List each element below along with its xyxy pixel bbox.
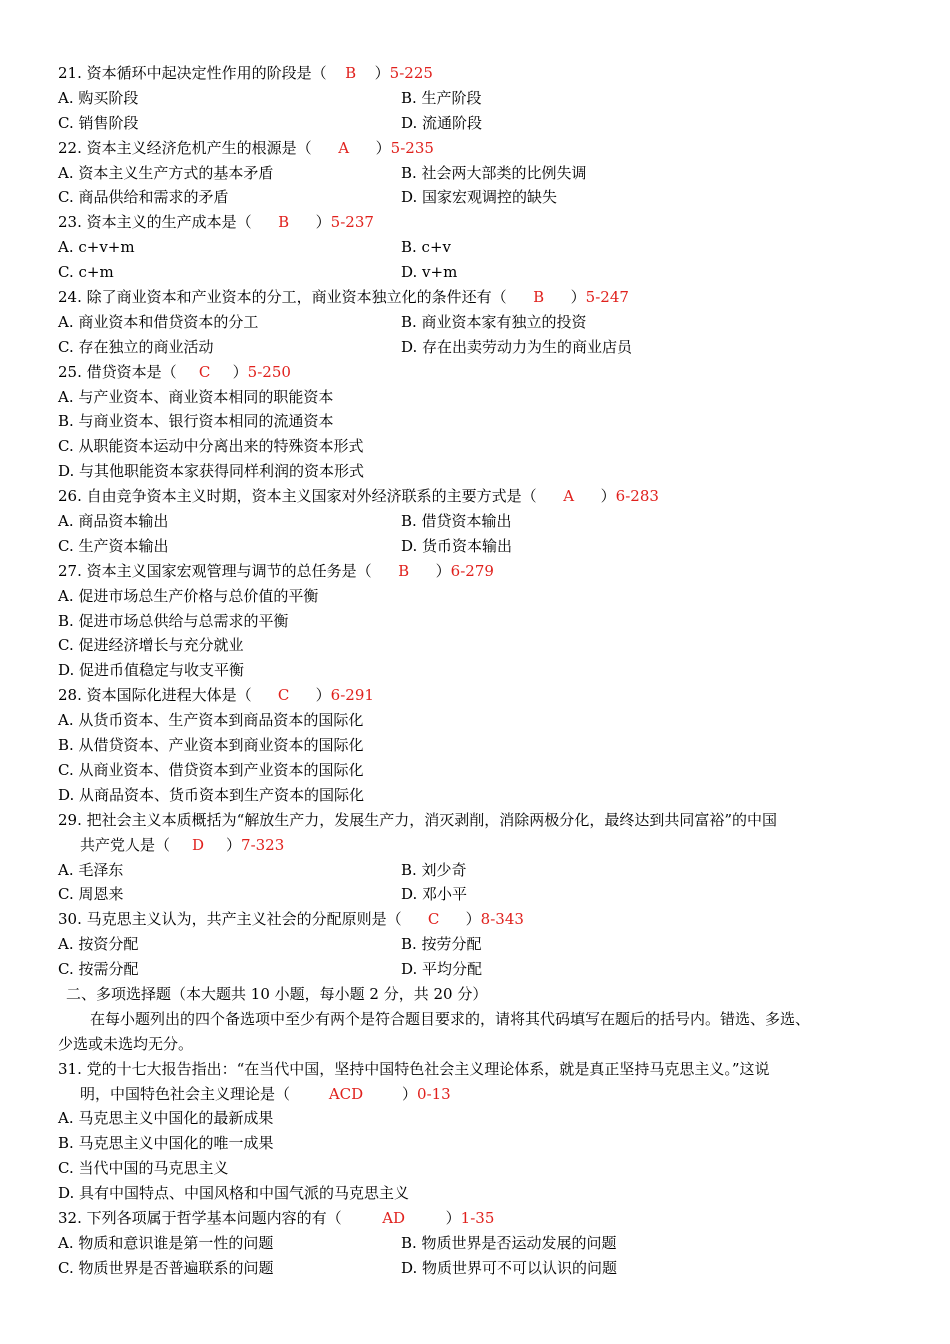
option-line: A. 马克思主义中国化的最新成果 [58,1109,274,1128]
ref-23: 5-237 [330,213,374,232]
answer-32: AD [382,1208,406,1227]
question-30: 30. 马克思主义认为，共产主义社会的分配原则是（ C ）8-343 [0,907,950,932]
section-instruction: 在每小题列出的四个备选项中至少有两个是符合题目要求的，请将其代码填写在题后的括号内。错选、多选、 [90,1009,811,1028]
ref-21: 5-225 [389,64,433,82]
ref-24: 5-247 [585,288,629,307]
option-row: A. 资本主义生产方式的基本矛盾 B. 社会两大部类的比例失调 [58,163,587,182]
question-32: 32. 下列各项属于哲学基本问题内容的有（ AD ）1-35 [0,1206,950,1231]
answer-25: C [198,362,211,381]
option-line: D. 促进币值稳定与收支平衡 [58,661,245,680]
option-row: A. 商品资本输出 B. 借贷资本输出 [58,512,512,531]
option-row: A. 毛泽东 B. 刘少奇 [58,860,467,879]
answer-23: B [278,213,290,232]
question-27: 27. 资本主义国家宏观管理与调节的总任务是（ B ）6-279 [0,559,950,584]
question-23: 23. 资本主义的生产成本是（ B ）5-237 [0,210,950,235]
option-line: D. 具有中国特点、中国风格和中国气派的马克思主义 [58,1184,410,1203]
option-row: A. 按资分配 B. 按劳分配 [58,935,482,954]
ref-26: 6-283 [615,487,659,506]
option-line: C. 从职能资本运动中分离出来的特殊资本形式 [58,437,364,456]
question-28: 28. 资本国际化进程大体是（ C ）6-291 [0,683,950,708]
option-line: C. 从商业资本、借贷资本到产业资本的国际化 [58,760,364,779]
ref-31: 0-13 [417,1084,451,1103]
option-row: C. 周恩来 D. 邓小平 [58,885,468,904]
exam-page [0,61,950,1281]
ref-32: 1-35 [460,1208,495,1227]
question-22: 22. 资本主义经济危机产生的根源是（ A ）5-235 [0,136,950,161]
option-row: A. 购买阶段 B. 生产阶段 [58,88,482,107]
option-line: A. 促进市场总生产价格与总价值的平衡 [58,586,319,605]
answer-30: C [427,910,440,929]
answer-28: C [277,686,290,705]
option-row: C. 按需分配 D. 平均分配 [58,960,483,979]
section-instruction-continued: 少选或未选均无分。 [58,1034,194,1053]
option-row: C. 销售阶段 D. 流通阶段 [58,113,483,132]
ref-27: 6-279 [450,561,494,580]
option-line: D. 与其他职能资本家获得同样利润的资本形式 [58,462,365,481]
option-row: C. 物质世界是否普遍联系的问题 D. 物质世界可不可以认识的问题 [58,1258,618,1277]
option-row: A. 物质和意识谁是第一性的问题 B. 物质世界是否运动发展的问题 [58,1233,617,1252]
question-29-continued: 共产党人是（ D ）7-323 [0,833,950,858]
section-title: 二、多项选择题（本大题共 10 小题，每小题 2 分，共 20 分） [66,984,488,1003]
option-line: D. 从商品资本、货币资本到生产资本的国际化 [58,785,365,804]
question-21: 21. 资本循环中起决定性作用的阶段是（ B ）5-225 [0,61,950,86]
answer-31: ACD [328,1084,364,1103]
question-26: 26. 自由竞争资本主义时期，资本主义国家对外经济联系的主要方式是（ A ）6-283 [0,484,950,509]
option-row: A. 商业资本和借贷资本的分工 B. 商业资本家有独立的投资 [58,312,587,331]
option-row: C. c+m D. v+m [58,263,458,282]
answer-26: A [563,487,575,506]
answer-24: B [533,288,545,307]
option-line: C. 当代中国的马克思主义 [58,1159,229,1178]
option-line: A. 从货币资本、生产资本到商品资本的国际化 [58,711,364,730]
question-25: 25. 借贷资本是（ C ）5-250 [0,360,950,385]
option-line: C. 促进经济增长与充分就业 [58,636,244,655]
option-row: A. c+v+m B. c+v [58,238,452,257]
ref-28: 6-291 [330,686,374,705]
option-row: C. 生产资本输出 D. 货币资本输出 [58,536,513,555]
option-line: B. 与商业资本、银行资本相同的流通资本 [58,412,334,431]
answer-27: B [398,561,410,580]
ref-30: 8-343 [480,910,524,929]
answer-21: B [345,64,357,82]
answer-29: D [192,835,205,854]
ref-29: 7-323 [241,835,285,854]
ref-22: 5-235 [390,138,434,157]
question-24: 24. 除了商业资本和产业资本的分工，商业资本独立化的条件还有（ B ）5-247 [0,285,950,310]
option-line: B. 马克思主义中国化的唯一成果 [58,1134,274,1153]
option-line: B. 从借贷资本、产业资本到商业资本的国际化 [58,736,364,755]
option-row: C. 存在独立的商业活动 D. 存在出卖劳动力为生的商业店员 [58,337,633,356]
question-31: 31. 党的十七大报告指出：“在当代中国，坚持中国特色社会主义理论体系，就是真正坚持马克思主义。”这说 [58,1059,770,1078]
question-31-continued: 明，中国特色社会主义理论是（ ACD ）0-13 [0,1082,950,1107]
option-row: C. 商品供给和需求的矛盾 D. 国家宏观调控的缺失 [58,188,558,207]
option-line: A. 与产业资本、商业资本相同的职能资本 [58,387,334,406]
option-line: B. 促进市场总供给与总需求的平衡 [58,611,289,630]
answer-22: A [338,138,350,157]
question-29: 29. 把社会主义本质概括为“解放生产力，发展生产力，消灭剥削，消除两极分化，最终达到共同富裕”的中国 [58,810,777,829]
ref-25: 5-250 [247,362,291,381]
